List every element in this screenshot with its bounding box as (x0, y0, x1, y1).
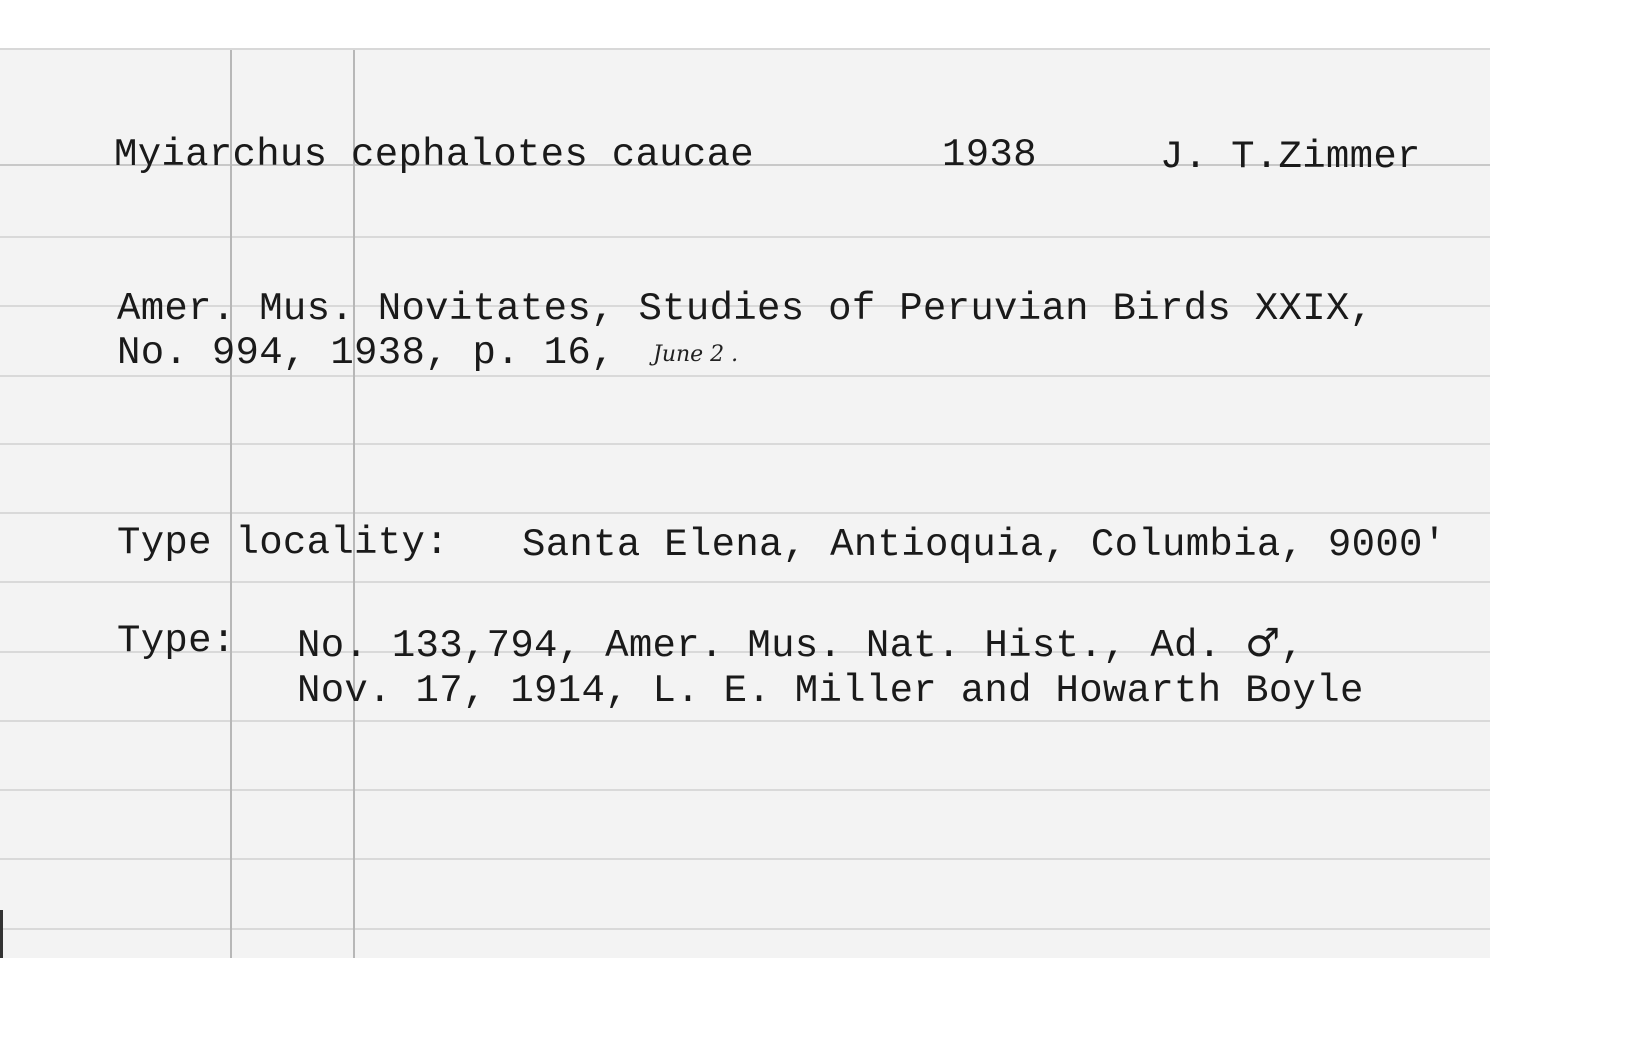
card-edge-mark (0, 910, 3, 958)
type-specimen-line-1 (297, 621, 1305, 668)
citation-line-1: Amer. Mus. Novitates, Studies of Peruvian Birds XXIX, (117, 287, 1374, 331)
type-locality-value: Santa Elena, Antioquia, Columbia, 9000' (522, 523, 1447, 567)
index-card (0, 48, 1490, 958)
author-name: J. T.Zimmer (1160, 135, 1421, 179)
ruled-line (0, 512, 1490, 514)
publication-year: 1938 (942, 133, 1037, 177)
type-label: Type: (117, 619, 236, 663)
citation-line-2: No. 994, 1938, p. 16, (117, 331, 615, 375)
type-specimen-number: No. 133,794, Amer. Mus. Nat. Hist., Ad. (297, 624, 1222, 668)
handwritten-date-note: June 2 . (653, 342, 739, 367)
ruled-line (0, 720, 1490, 722)
male-symbol: ♂ (1245, 621, 1281, 666)
ruled-line (0, 858, 1490, 860)
ruled-line (0, 581, 1490, 583)
ruled-line (0, 789, 1490, 791)
taxon-name: Myiarchus cephalotes caucae (114, 133, 755, 177)
ruled-line (0, 375, 1490, 377)
ruled-line (0, 443, 1490, 445)
type-specimen-line-2: Nov. 17, 1914, L. E. Miller and Howarth Boyle (297, 669, 1364, 713)
ruled-line (0, 236, 1490, 238)
type-locality-label: Type locality: (117, 521, 449, 565)
margin-line-right (353, 50, 355, 958)
margin-line-left (230, 50, 232, 958)
type-specimen-comma: , (1280, 624, 1305, 668)
ruled-line (0, 928, 1490, 930)
